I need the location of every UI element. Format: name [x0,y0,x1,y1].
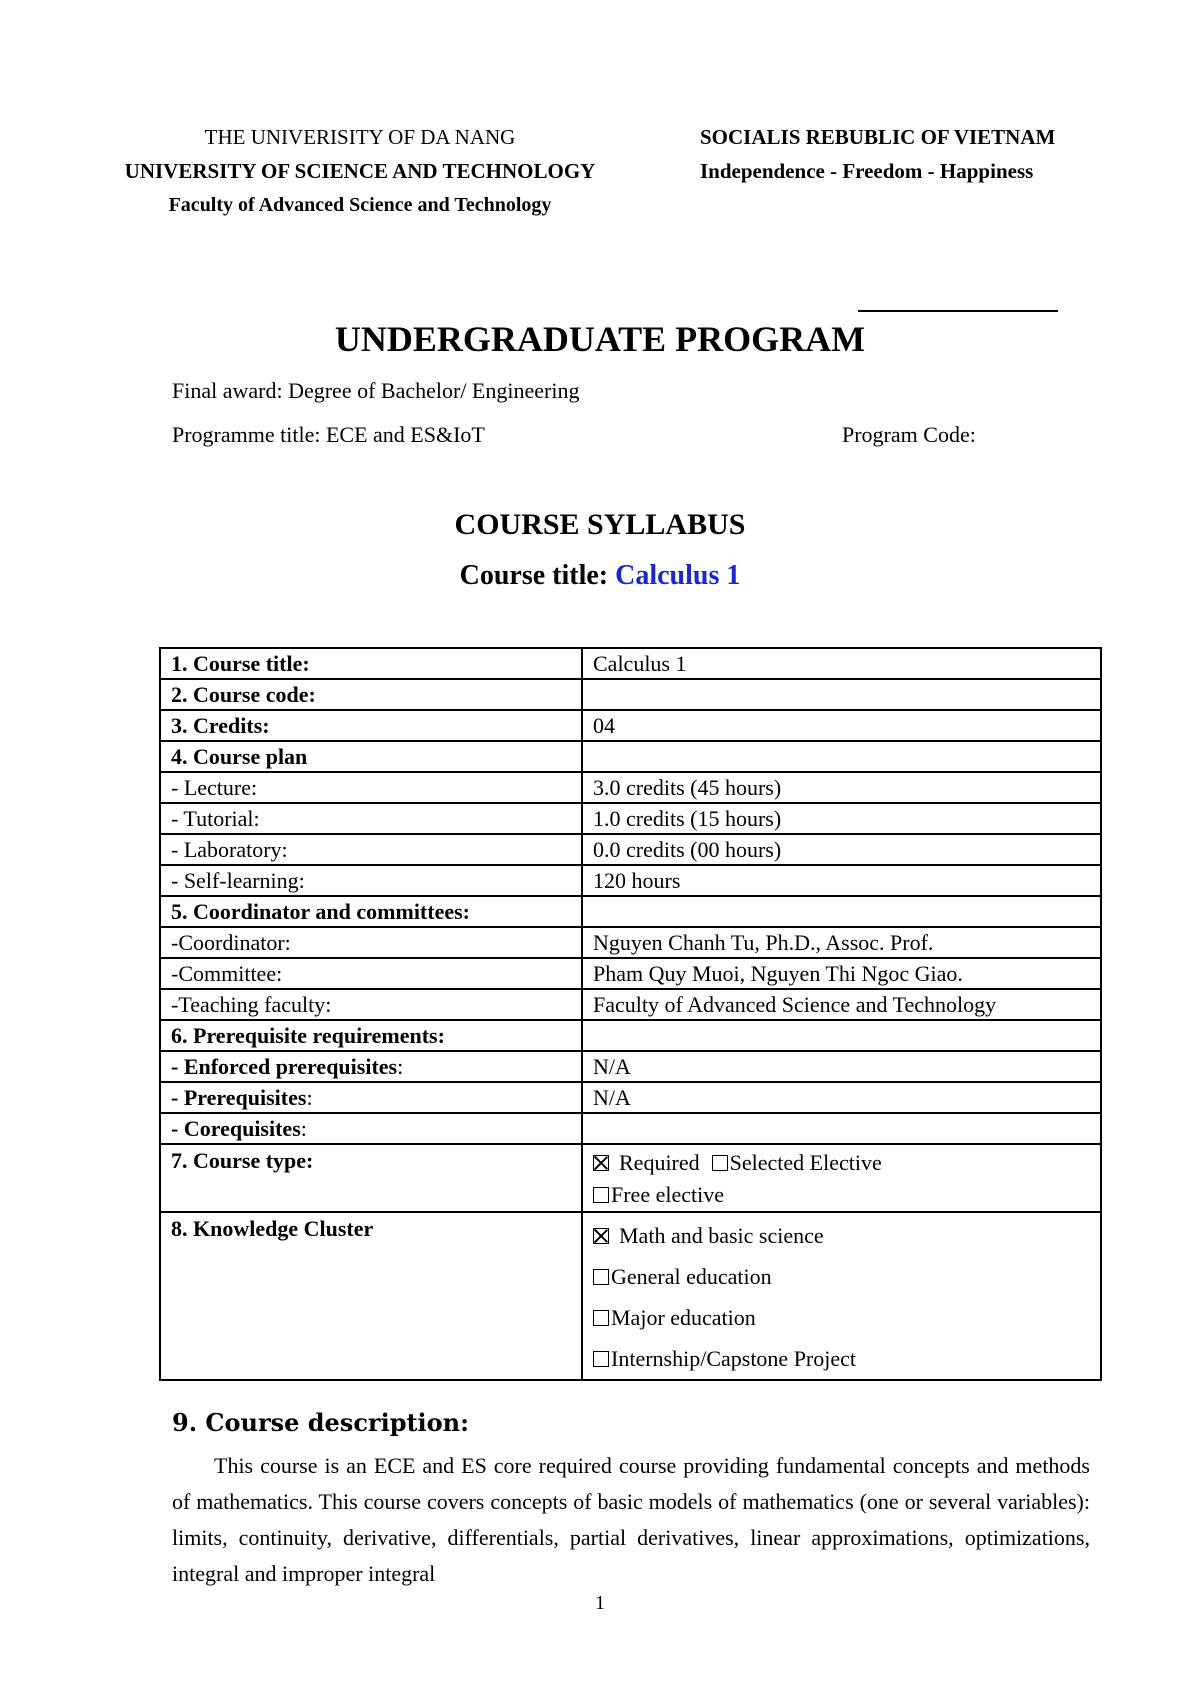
option-line [593,1147,1090,1179]
national-header [700,120,1180,188]
row-label-cell [160,989,582,1020]
table-row [160,803,1101,834]
table-row [160,989,1101,1020]
national-motto: Independence - Freedom - Happiness [700,159,1034,183]
table-row [160,958,1101,989]
row-label: 1. Course title: [171,651,310,676]
row-label-cell [160,958,582,989]
table-row [160,679,1101,710]
unchecked-checkbox-icon[interactable] [593,1351,609,1367]
university-header [100,120,620,222]
row-label-cell [160,648,582,679]
course-info-body [160,648,1101,1380]
programme-title: Programme title: ECE and ES&IoT [172,422,485,447]
program-code: Program Code: [842,422,976,447]
checked-checkbox-icon[interactable] [593,1155,609,1171]
country-name: SOCIALIS REBUBLIC OF VIETNAM [700,125,1056,149]
row-label: 5. Coordinator and committees: [171,899,470,924]
row-label: -Teaching faculty: [171,992,332,1017]
option-label: Selected Elective [729,1150,882,1175]
table-row [160,1020,1101,1051]
row-label-cell [160,865,582,896]
table-row [160,1113,1101,1144]
course-type-options [582,1144,1101,1212]
row-value: N/A [582,1082,1101,1113]
program-title: UNDERGRADUATE PROGRAM [334,319,866,359]
unchecked-checkbox-icon[interactable] [712,1155,728,1171]
row-label-cell [160,741,582,772]
row-label: - Lecture: [171,775,258,800]
row-value: 04 [582,710,1101,741]
knowledge-cluster-options [582,1212,1101,1380]
row-label: 3. Credits: [171,713,270,738]
syllabus-heading: COURSE SYLLABUS [454,508,746,541]
row-value: Calculus 1 [582,648,1101,679]
row-label-cell [160,710,582,741]
row-label-cell [160,679,582,710]
row-label-cell [160,772,582,803]
row-value: 120 hours [582,865,1101,896]
course-description-text [172,1448,1090,1592]
knowledge-cluster-label: 8. Knowledge Cluster [171,1216,374,1241]
row-value: N/A [582,1051,1101,1082]
row-label: - Corequisites [171,1116,301,1141]
row-value [582,1113,1101,1144]
row-label-cell [160,834,582,865]
table-row [160,1082,1101,1113]
option-label: Major education [611,1305,756,1330]
row-label-cell [160,1051,582,1082]
table-row [160,927,1101,958]
course-title-value: Calculus 1 [615,560,741,591]
row-label: - Tutorial: [171,806,260,831]
motto-underline [858,310,1058,312]
row-label-cell [160,1020,582,1051]
row-label-cell [160,803,582,834]
parent-university: THE UNIVERISITY OF DA NANG [204,125,516,149]
checked-checkbox-icon[interactable] [593,1228,609,1244]
option-line [593,1215,1090,1256]
row-value: Pham Quy Muoi, Nguyen Thi Ngoc Giao. [582,958,1101,989]
table-row [160,772,1101,803]
row-label: - Enforced prerequisites [171,1054,398,1079]
table-row [160,710,1101,741]
row-value: 3.0 credits (45 hours) [582,772,1101,803]
table-row [160,648,1101,679]
page-number: 1 [595,1592,605,1614]
row-label: 2. Course code: [171,682,316,707]
row-label: -Committee: [171,961,283,986]
table-row [160,896,1101,927]
row-label: - Self-learning: [171,868,305,893]
final-award: Final award: Degree of Bachelor/ Engineering [172,378,580,403]
course-type-row [160,1144,1101,1212]
option-label: Free elective [611,1182,724,1207]
option-label: Math and basic science [619,1223,824,1248]
row-value: Nguyen Chanh Tu, Ph.D., Assoc. Prof. [582,927,1101,958]
unchecked-checkbox-icon[interactable] [593,1310,609,1326]
row-value [582,1020,1101,1051]
course-type-label: 7. Course type: [171,1148,314,1173]
row-value: 1.0 credits (15 hours) [582,803,1101,834]
row-label-suffix: : [300,1116,307,1141]
row-label-cell [160,1113,582,1144]
table-row [160,865,1101,896]
course-description-body: This course is an ECE and ES core required course providing fundamental concepts and methods of mathematics. This course covers concepts of basic models of mathematics (one or several variables): limits, continuity, derivative, differentials, partial derivatives, linear approximations, optimizations, integral and improper integral [172,1453,1090,1586]
option-line [593,1179,1090,1211]
row-label-suffix: : [397,1054,404,1079]
row-label: - Laboratory: [171,837,288,862]
option-line [593,1297,1090,1338]
table-row [160,834,1101,865]
course-type-label-cell [160,1144,582,1212]
row-label-suffix: : [306,1085,313,1110]
row-value [582,679,1101,710]
row-label-cell [160,1082,582,1113]
unchecked-checkbox-icon[interactable] [593,1269,609,1285]
row-value: 0.0 credits (00 hours) [582,834,1101,865]
course-title-heading [0,560,1200,592]
faculty-name: Faculty of Advanced Science and Technology [168,194,552,216]
option-line [593,1256,1090,1297]
option-label: Required [619,1150,700,1175]
option-label: Internship/Capstone Project [611,1346,857,1371]
university-name: UNIVERSITY OF SCIENCE AND TECHNOLOGY [124,159,596,183]
course-description-heading: 9. Course description: [172,1408,469,1437]
knowledge-cluster-label-cell [160,1212,582,1380]
table-row [160,741,1101,772]
row-value [582,741,1101,772]
option-label: General education [611,1264,772,1289]
row-label: 4. Course plan [171,744,308,769]
knowledge-cluster-row [160,1212,1101,1380]
course-title-label: Course title: [459,560,609,591]
row-label: 6. Prerequisite requirements: [171,1023,445,1048]
row-value [582,896,1101,927]
unchecked-checkbox-icon[interactable] [593,1187,609,1203]
row-label-cell [160,896,582,927]
row-label: - Prerequisites [171,1085,307,1110]
course-info-table [159,647,1102,1381]
table-row [160,1051,1101,1082]
row-value: Faculty of Advanced Science and Technology [582,989,1101,1020]
option-line [593,1338,1090,1379]
row-label: -Coordinator: [171,930,291,955]
row-label-cell [160,927,582,958]
